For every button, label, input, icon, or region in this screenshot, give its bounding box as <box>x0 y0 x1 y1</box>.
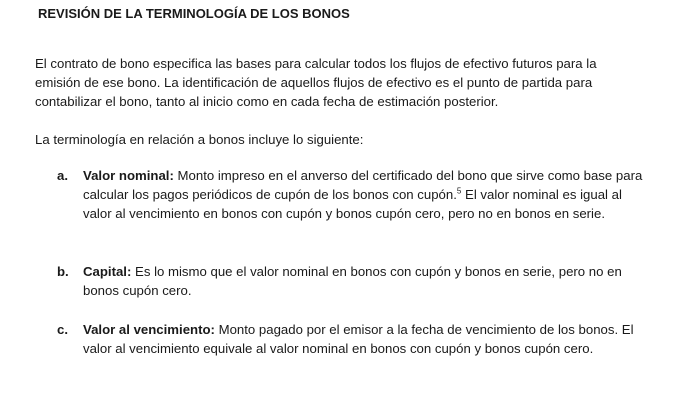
list-item-body <box>83 320 647 358</box>
document-title: REVISIÓN DE LA TERMINOLOGÍA DE LOS BONOS <box>38 6 350 21</box>
list-marker: c. <box>57 322 68 337</box>
list-marker: b. <box>57 264 69 279</box>
list-item-capital <box>57 262 647 300</box>
list-item-text-continued: El valor nominal es igual al valor al vencimiento en bonos con cupón y bonos cupón cero, pero no en bonos en serie. <box>83 187 622 221</box>
footnote-reference: 5 <box>456 186 462 196</box>
list-item-valor-al-vencimiento <box>57 320 647 358</box>
list-marker: a. <box>57 168 68 183</box>
list-item-text: Monto pagado por el emisor a la fecha de vencimiento de los bonos. El valor al vencimiento equivale al valor nominal en bonos con cupón y bonos cupón cero. <box>83 322 634 356</box>
list-item-body <box>83 166 647 223</box>
list-item-term: Capital: <box>83 264 132 279</box>
list-item-term: Valor nominal: <box>83 168 174 183</box>
list-item-text: Es lo mismo que el valor nominal en bonos con cupón y bonos en serie, pero no en bonos cupón cero. <box>83 264 622 298</box>
list-item-body <box>83 262 647 300</box>
terminology-lead-paragraph: La terminología en relación a bonos incluye lo siguiente: <box>35 132 364 147</box>
intro-paragraph: El contrato de bono especifica las bases para calcular todos los flujos de efectivo futuros para la emisión de ese bono. La identificación de aquellos flujos de efectivo es el punto de partida para contabilizar el bono, tanto al inicio como en cada fecha de estimación posterior. <box>35 56 597 109</box>
list-item-valor-nominal <box>57 166 647 223</box>
list-item-term: Valor al vencimiento: <box>83 322 215 337</box>
list-item-text: Monto impreso en el anverso del certificado del bono que sirve como base para calcular los pagos periódicos de cupón de los bonos con cupón. <box>83 168 643 202</box>
